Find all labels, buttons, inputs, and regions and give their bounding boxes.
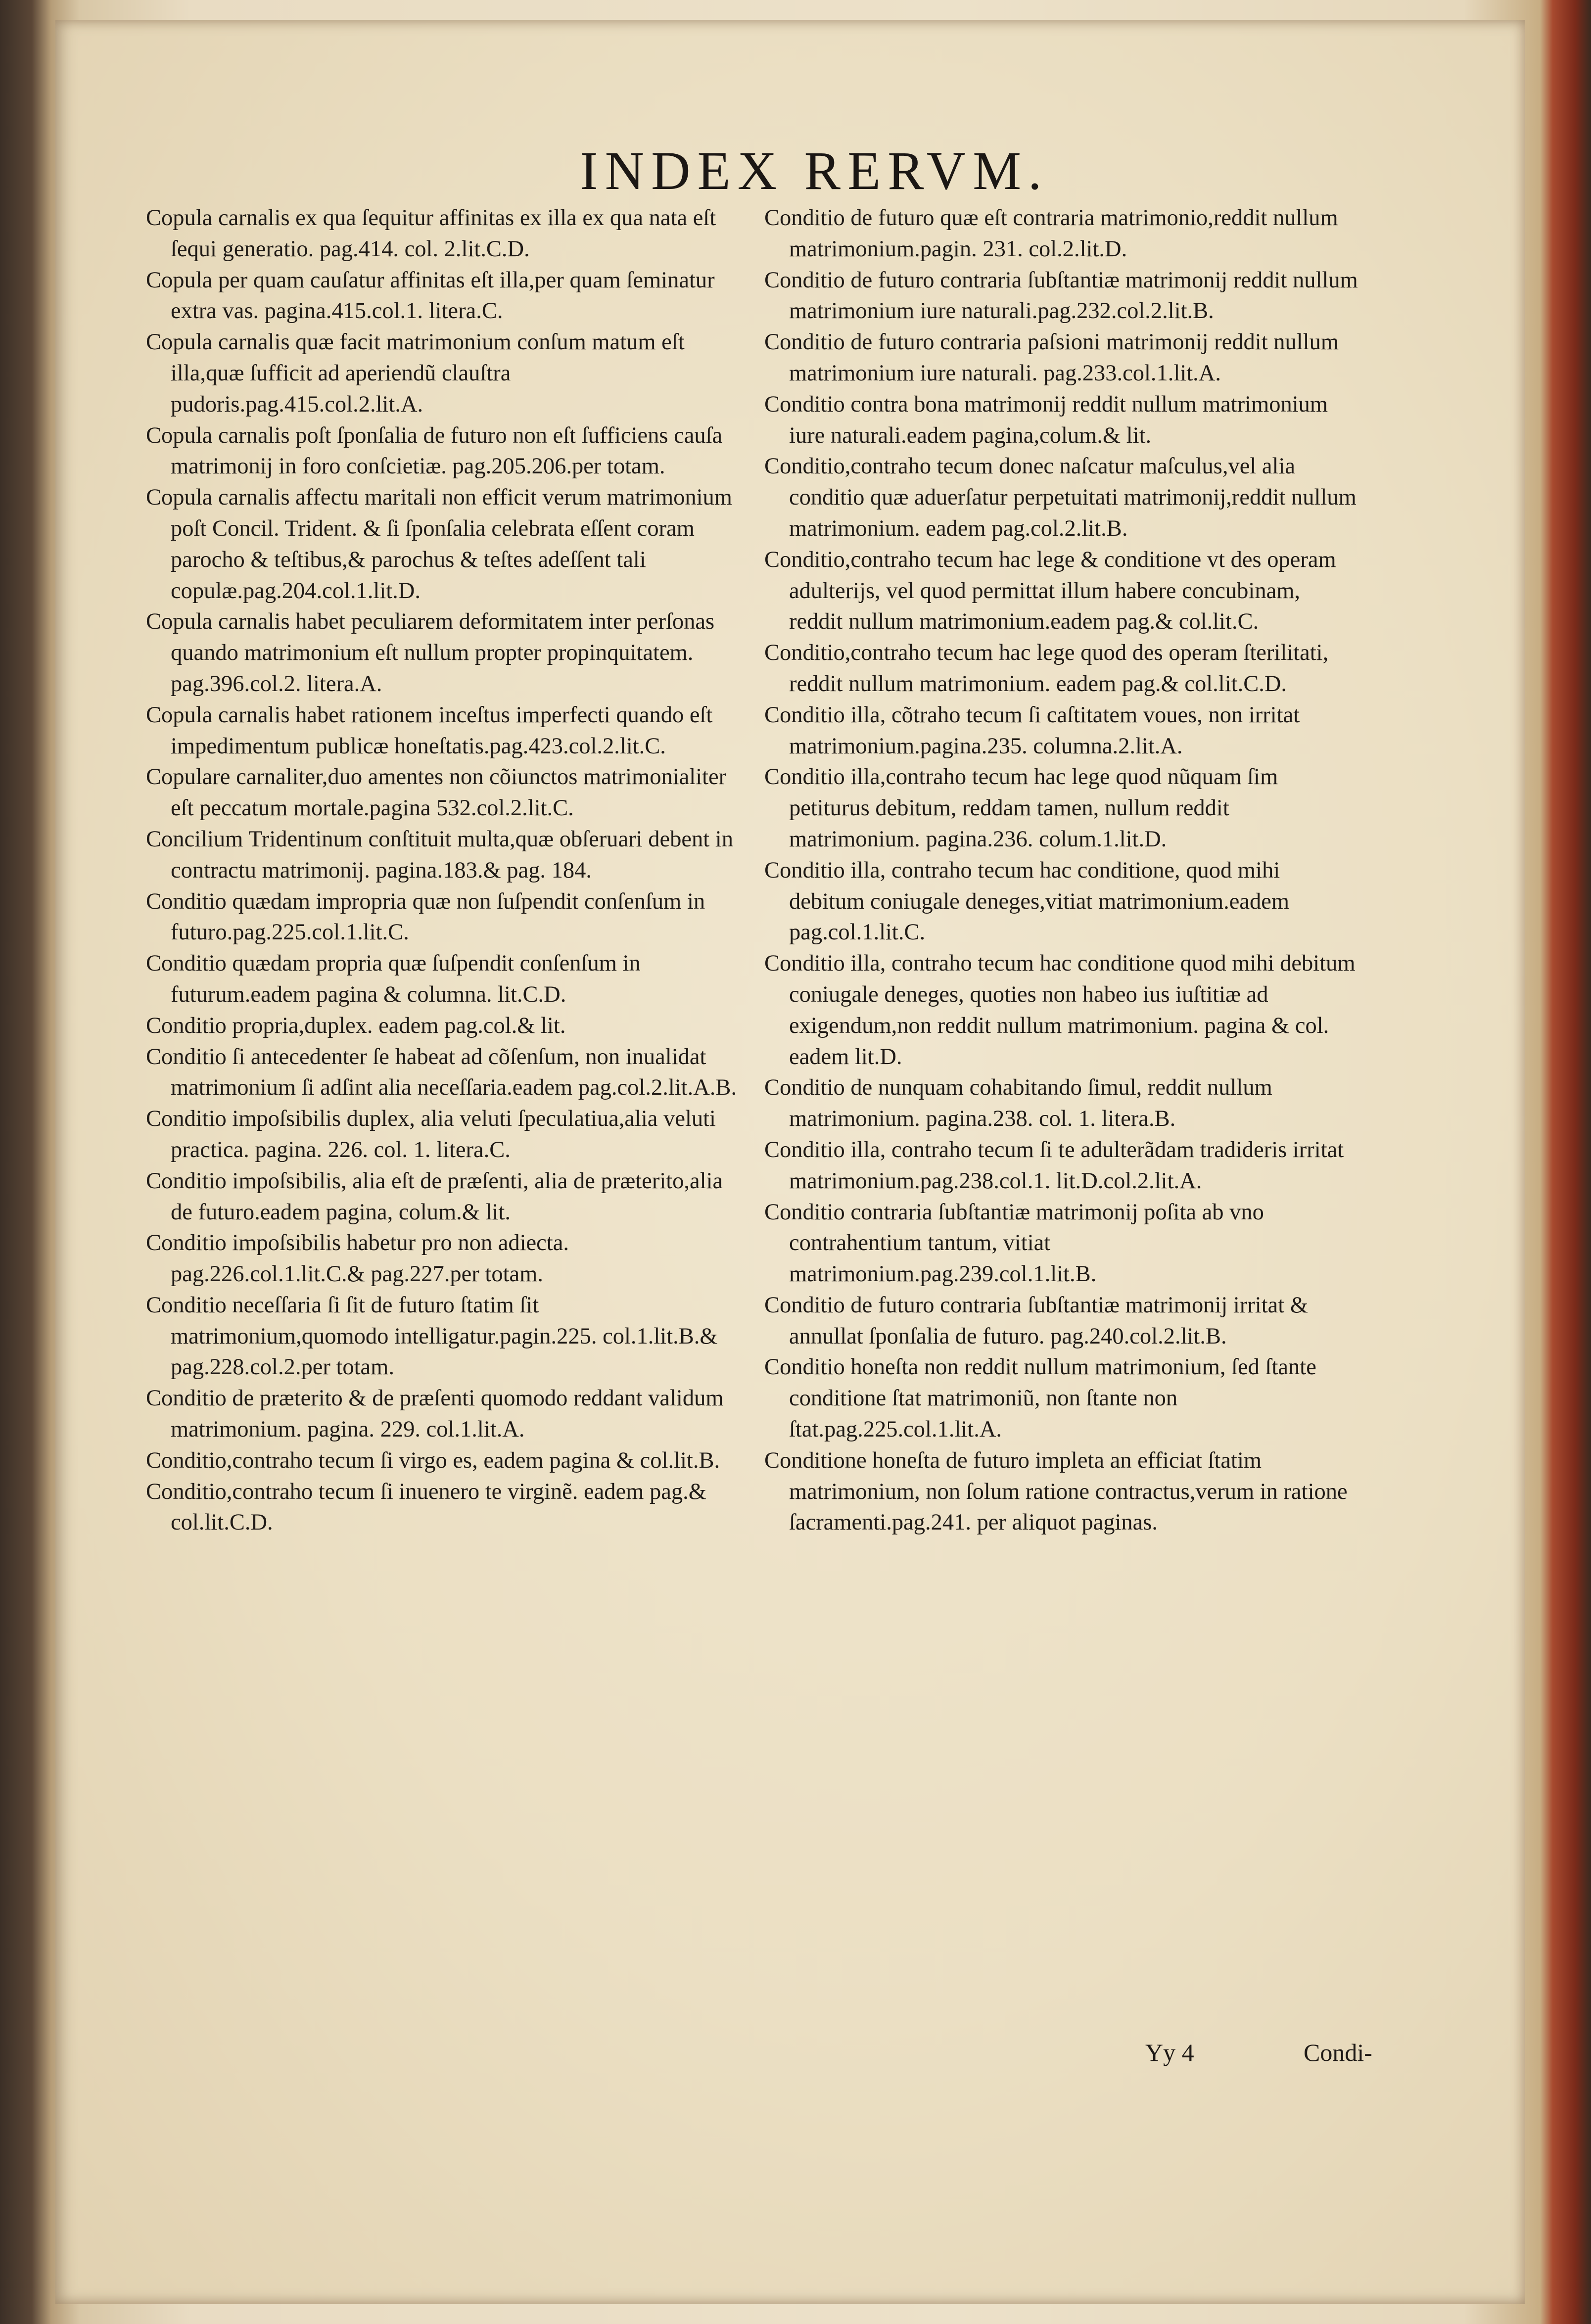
index-entry: Conditio illa, contraho tecum hac conditione, quod mihi debitum coniugale deneges,vitiat matrimonium.eadem pag.col.1.lit.C. [764, 857, 1290, 945]
index-entry: Conditio impoſsibilis, alia eſt de præſenti, alia de præterito,alia de futuro.eadem pagina, colum.& lit. [146, 1168, 723, 1225]
index-entry: Conditio,contraho tecum ſi inuenero te virginẽ. eadem pag.& col.lit.C.D. [146, 1479, 706, 1535]
index-entry: Copula carnalis habet peculiarem deformitatem inter perſonas quando matrimonium eſt nullum propter propinquitatem. pag.396.col.2. litera.A. [146, 609, 715, 697]
index-entry: Conditio,contraho tecum ſi virgo es, eadem pagina & col.lit.B. [146, 1447, 720, 1473]
index-entry: Copula carnalis ex qua ſequitur affinitas ex illa ex qua nata eſt ſequi generatio. pag.414. col. 2.lit.C.D. [146, 205, 716, 262]
right-column [764, 203, 1358, 1538]
index-entry: Copula per quam cauſatur affinitas eſt illa,per quam ſeminatur extra vas. pagina.415.col.1. litera.C. [146, 267, 715, 324]
index-entry: Conditio contra bona matrimonij reddit nullum matrimonium iure naturali.eadem pagina,colum.& lit. [764, 391, 1328, 448]
index-entry: Conditio de nunquam cohabitando ſimul, reddit nullum matrimonium. pagina.238. col. 1. litera.B. [764, 1075, 1272, 1132]
index-entry: Copula carnalis quæ facit matrimonium conſum matum eſt illa,quæ ſufficit ad aperiendũ clauſtra pudoris.pag.415.col.2.lit.A. [146, 329, 685, 417]
index-entry: Conditio,contraho tecum donec naſcatur maſculus,vel alia conditio quæ aduerſatur perpetuitati matrimonij,reddit nullum matrimonium. eadem pag.col.2.lit.B. [764, 454, 1357, 541]
index-entry: Conditio illa,contraho tecum hac lege quod nũquam ſim petiturus debitum, reddam tamen, nullum reddit matrimonium. pagina.236. colum.1.lit.D. [764, 764, 1278, 852]
index-entry: Copula carnalis affectu maritali non efficit verum matrimonium poſt Concil. Trident. & ſi ſponſalia celebrata eſſent coram parocho & teſtibus,& parochus & teſtes adeſſent tali copulæ.pag.204.col.1.lit.D. [146, 485, 732, 604]
index-entry: Conditio de futuro contraria ſubſtantiæ matrimonij reddit nullum matrimonium iure naturali.pag.232.col.2.lit.B. [764, 267, 1358, 324]
index-entry: Conditio illa, contraho tecum hac conditione quod mihi debitum coniugale deneges, quoties non habeo ius iuſtitiæ ad exigendum,non reddit nullum matrimonium. pagina & col. eadem lit.D. [764, 951, 1356, 1069]
index-entry: Conditio quædam propria quæ ſuſpendit conſenſum in futurum.eadem pagina & columna. lit.C.D. [146, 951, 641, 1007]
running-header: INDEX RERVM. [580, 140, 1049, 201]
index-entry: Conditio honeſta non reddit nullum matrimonium, ſed ſtante conditione ſtat matrimoniũ, non ſtante non ſtat.pag.225.col.1.lit.A. [764, 1354, 1316, 1442]
index-entry: Conditio de futuro contraria ſubſtantiæ matrimonij irritat & annullat ſponſalia de futuro. pag.240.col.2.lit.B. [764, 1292, 1308, 1349]
index-entry: Conditio de futuro contraria paſsioni matrimonij reddit nullum matrimonium iure naturali. pag.233.col.1.lit.A. [764, 329, 1339, 386]
index-entry: Conditio,contraho tecum hac lege quod des operam ſterilitati, reddit nullum matrimonium. eadem pag.& col.lit.C.D. [764, 640, 1329, 697]
index-entry: Conditio,contraho tecum hac lege & conditione vt des operam adulterijs, vel quod permittat illum habere concubinam, reddit nullum matrimonium.eadem pag.& col.lit.C. [764, 547, 1336, 635]
index-entry: Conditio illa, cõtraho tecum ſi caſtitatem voues, non irritat matrimonium.pagina.235. columna.2.lit.A. [764, 702, 1300, 759]
index-entry: Conditio impoſsibilis duplex, alia veluti ſpeculatiua,alia veluti practica. pagina. 226. col. 1. litera.C. [146, 1106, 716, 1162]
index-entry: Copulare carnaliter,duo amentes non cõiunctos matrimonialiter eſt peccatum mortale.pagina 532.col.2.lit.C. [146, 764, 727, 821]
index-entry: Conditio impoſsibilis habetur pro non adiecta. pag.226.col.1.lit.C.& pag.227.per totam. [146, 1230, 569, 1287]
signature-mark: Yy 4 [1145, 2039, 1194, 2066]
index-entry: Conditio propria,duplex. eadem pag.col.& lit. [146, 1013, 566, 1038]
index-entry: Conditio de futuro quæ eſt contraria matrimonio,reddit nullum matrimonium.pagin. 231. col.2.lit.D. [764, 205, 1338, 262]
index-entry: Conditio quædam impropria quæ non ſuſpendit conſenſum in futuro.pag.225.col.1.lit.C. [146, 888, 705, 945]
left-column [146, 203, 740, 1538]
catchword: Condi- [1304, 2039, 1372, 2066]
index-entry: Conditione honeſta de futuro impleta an efficiat ſtatim matrimonium, non ſolum ratione contractus,verum in ratione ſacramenti.pag.241. per aliquot paginas. [764, 1447, 1348, 1535]
index-entry: Conditio neceſſaria ſi ſit de futuro ſtatim ſit matrimonium,quomodo intelligatur.pagin.225. col.1.lit.B.& pag.228.col.2.per totam. [146, 1292, 718, 1380]
index-entry: Concilium Tridentinum conſtituit multa,quæ obſeruari debent in contractu matrimonij. pagina.183.& pag. 184. [146, 826, 733, 883]
index-entry: Conditio de præterito & de præſenti quomodo reddant validum matrimonium. pagina. 229. col.1.lit.A. [146, 1386, 724, 1442]
index-entry: Conditio illa, contraho tecum ſi te adulterãdam tradideris irritat matrimonium.pag.238.col.1. lit.D.col.2.lit.A. [764, 1137, 1344, 1194]
index-entry: Conditio contraria ſubſtantiæ matrimonij poſita ab vno contrahentium tantum, vitiat matrimonium.pag.239.col.1.lit.B. [764, 1199, 1264, 1287]
index-entry: Conditio ſi antecedenter ſe habeat ad cõſenſum, non inualidat matrimonium ſi adſint alia neceſſaria.eadem pag.col.2.lit.A.B. [146, 1044, 737, 1101]
index-entry: Copula carnalis habet rationem inceſtus imperfecti quando eſt impedimentum publicæ honeſtatis.pag.423.col.2.lit.C. [146, 702, 713, 759]
index-entry: Copula carnalis poſt ſponſalia de futuro non eſt ſufficiens cauſa matrimonij in foro conſcietiæ. pag.205.206.per totam. [146, 422, 723, 479]
